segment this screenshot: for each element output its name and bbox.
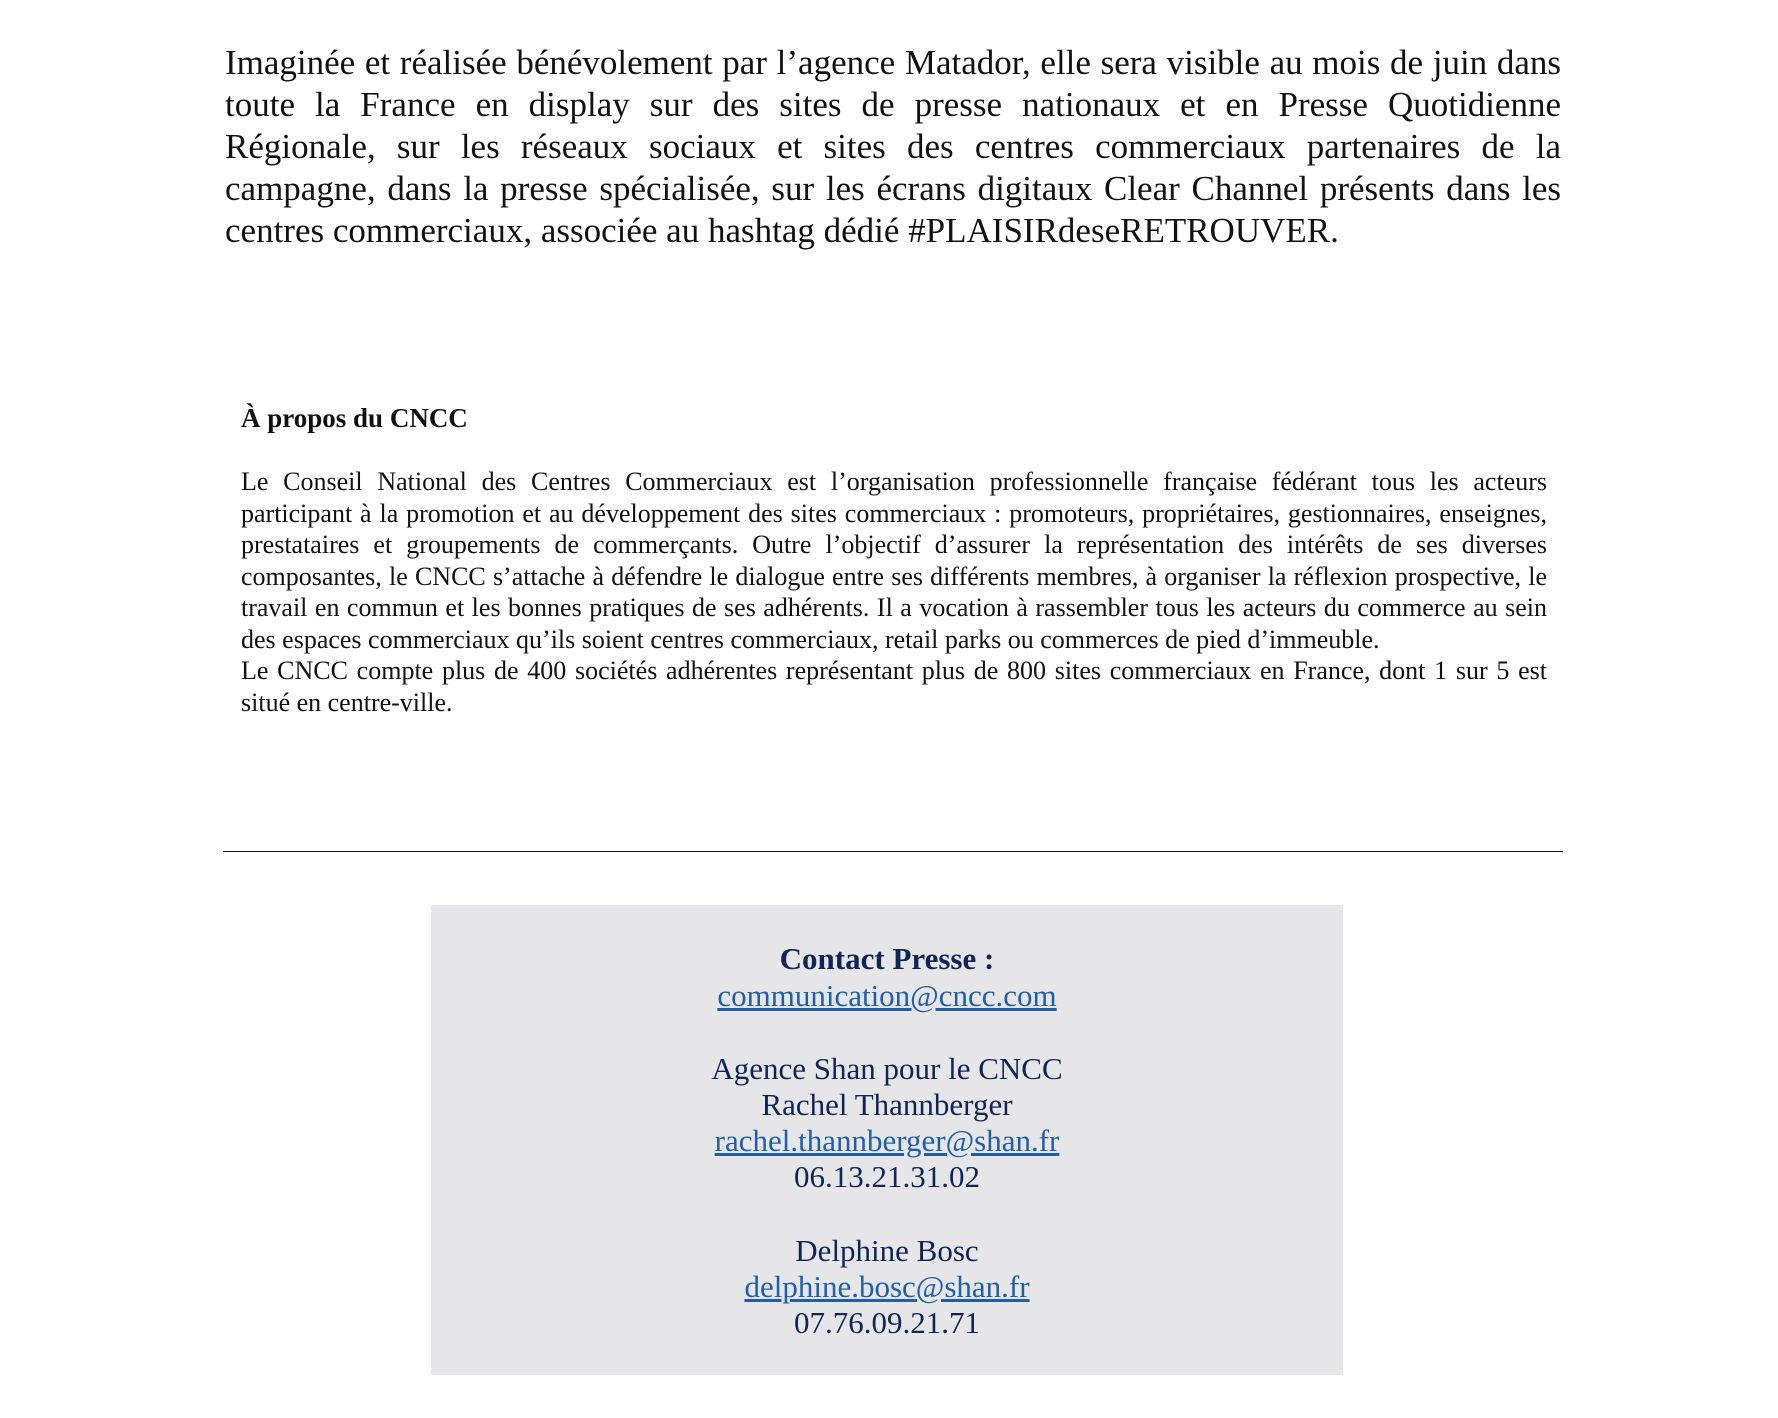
contact-2-email-line: [431, 1269, 1343, 1305]
about-paragraph-2: Le CNCC compte plus de 400 sociétés adhérentes représentant plus de 800 sites commerciaux en France, dont 1 sur 5 est situé en centre-ville.: [241, 656, 1547, 717]
intro-paragraph: Imaginée et réalisée bénévolement par l’agence Matador, elle sera visible au mois de juin dans toute la France en display sur des sites de presse nationaux et en Presse Quotidienne Régionale, sur les réseaux sociaux et sites des centres commerciaux partenaires de la campagne, dans la presse spécialisée, sur les écrans digitaux Clear Channel présents dans les centres commerciaux, associée au hashtag dédié #PLAISIRdeseRETROUVER.: [225, 43, 1561, 250]
contact-title: Contact Presse :: [779, 941, 995, 976]
contact-2-email-link[interactable]: delphine.bosc@shan.fr: [744, 1269, 1030, 1304]
contact-main-email-line: [431, 978, 1343, 1014]
contact-agency: Agence Shan pour le CNCC: [711, 1051, 1063, 1086]
contact-main-email-link[interactable]: communication@cncc.com: [717, 978, 1057, 1013]
contact-1-phone: 06.13.21.31.02: [794, 1159, 980, 1194]
about-heading: À propos du CNCC: [241, 403, 468, 433]
contact-2-name: Delphine Bosc: [795, 1233, 979, 1268]
contact-2-phone: 07.76.09.21.71: [794, 1305, 980, 1340]
section-divider: [223, 851, 1563, 852]
press-contact-box: [431, 905, 1343, 1375]
contact-1-name: Rachel Thannberger: [761, 1087, 1013, 1122]
about-section: [241, 398, 1547, 718]
about-paragraph-1: Le Conseil National des Centres Commerciaux est l’organisation professionnelle française fédérant tous les acteurs participant à la promotion et au développement des sites commerciaux : promoteurs, propriétaires, gestionnaires, enseignes, prestataires et groupements de commerçants. Outre l’objectif d’assurer la représentation des intérêts de ses diverses composantes, le CNCC s’attache à défendre le dialogue entre ses différents membres, à organiser la réflexion prospective, le travail en commun et les bonnes pratiques de ses adhérents. Il a vocation à rassembler tous les acteurs du commerce au sein des espaces commerciaux qu’ils soient centres commerciaux, retail parks ou commerces de pied d’immeuble.: [241, 467, 1547, 654]
contact-1-email-line: [431, 1123, 1343, 1159]
contact-1-email-link[interactable]: rachel.thannberger@shan.fr: [714, 1123, 1060, 1158]
